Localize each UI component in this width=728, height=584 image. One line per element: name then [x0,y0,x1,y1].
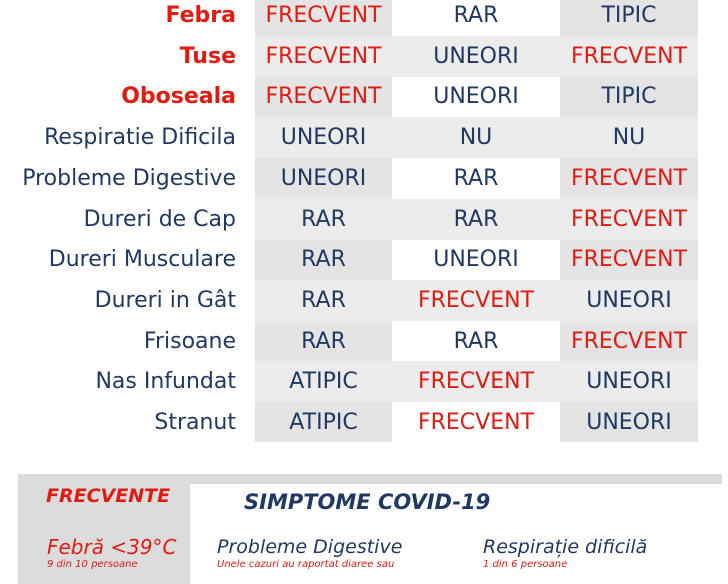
symptom-digestive-note: Unele cazuri au raportat diaree sau [217,559,395,570]
symptom-digestive: Probleme Digestive [217,536,403,558]
table-cell: RAR [301,247,346,273]
table-cell: FRECVENT [417,369,535,395]
table-cell: ATIPIC [289,369,358,395]
table-cell: FRECVENT [570,247,688,273]
symptom-label: Frisoane [143,328,236,354]
table-row [0,117,728,158]
symptom-label: Probleme Digestive [22,165,236,191]
table-cell: FRECVENT [570,165,688,191]
table-row [0,36,728,77]
table-cell: FRECVENT [570,206,688,232]
symptom-label: Dureri in Gât [94,287,236,313]
symptom-breathing-note: 1 din 6 persoane [483,559,568,570]
table-cell: FRECVENT [417,287,535,313]
covid-symptoms-title: SIMPTOME COVID-19 [244,490,491,514]
symptom-label: Stranut [154,410,236,435]
table-cell: UNEORI [433,84,519,110]
table-row [0,199,728,240]
table-cell: NU [459,125,493,151]
table-cell: UNEORI [433,247,519,273]
table-cell: UNEORI [280,165,367,191]
table-cell: FRECVENT [265,43,382,69]
table-cell: FRECVENT [570,328,688,354]
symptom-fever-note: 9 din 10 persoane [47,559,138,570]
symptom-label: Nas Infundat [95,369,236,395]
symptom-label: Febra [165,3,236,28]
table-cell: UNEORI [280,125,367,151]
table-cell: RAR [453,328,499,354]
table-cell: FRECVENT [417,410,535,435]
symptom-label: Tuse [179,43,236,69]
symptom-label: Dureri Musculare [48,247,236,273]
frequent-heading: FRECVENTE [46,485,171,507]
table-row [0,361,728,402]
table-cell: TIPIC [601,84,657,110]
table-cell: RAR [453,165,499,191]
table-row [0,0,728,36]
table-cell: RAR [453,206,499,232]
table-row [0,76,728,117]
table-cell: UNEORI [586,410,672,435]
table-row [0,239,728,280]
table-cell: RAR [301,287,346,313]
table-cell: RAR [453,3,499,28]
table-row [0,402,728,443]
table-row [0,158,728,199]
table-cell: UNEORI [586,287,672,313]
table-cell: ATIPIC [289,410,358,435]
table-row [0,321,728,362]
table-cell: FRECVENT [265,84,382,110]
symptom-label: Oboseala [121,84,236,110]
table-cell: NU [612,125,646,151]
symptom-breathing: Respirație dificilă [483,536,648,558]
table-cell: UNEORI [433,43,519,69]
table-cell: RAR [301,206,346,232]
symptom-fever: Febră <39°C [47,535,177,559]
table-cell: FRECVENT [570,43,688,69]
symptom-label: Dureri de Cap [83,206,236,232]
table-cell: RAR [301,328,346,354]
table-row [0,280,728,321]
table-cell: FRECVENT [265,3,382,28]
table-cell: TIPIC [601,3,657,28]
symptom-label: Respiratie Dificila [44,125,236,151]
table-cell: UNEORI [586,369,672,395]
